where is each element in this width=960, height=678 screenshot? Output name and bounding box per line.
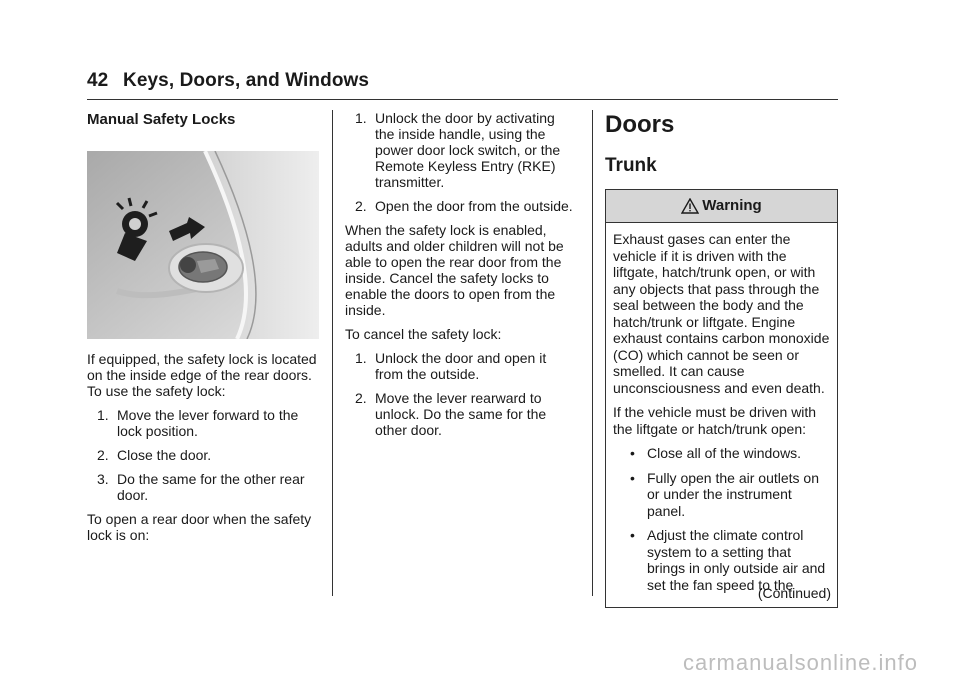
intro-text: If equipped, the safety lock is located on the inside edge of the rear doors. To use the safety lock: <box>87 351 317 399</box>
lock-lever <box>169 244 243 292</box>
page-section-title: Doors <box>605 111 675 138</box>
watermark: carmanualsonline.info <box>682 650 918 675</box>
column-divider <box>332 110 333 596</box>
warning-header <box>606 190 837 223</box>
warning-paragraph: If the vehicle must be driven with the liftgate or hatch/trunk open: <box>613 404 817 437</box>
page-number: 42 <box>87 70 109 91</box>
step-item: 1. Move the lever forward to the lock position. <box>97 407 299 439</box>
column-divider <box>592 110 593 596</box>
header-rule <box>87 99 838 100</box>
warning-triangle-icon <box>681 198 699 214</box>
body-paragraph: To cancel the safety lock: <box>345 326 502 342</box>
column-2 <box>345 110 577 446</box>
warning-box <box>605 189 838 608</box>
step-item: 3. Do the same for the other rear door. <box>97 471 305 503</box>
step-item: 2. Open the door from the outside. <box>355 198 573 214</box>
column-3 <box>605 106 838 608</box>
section-heading: Manual Safety Locks <box>87 111 236 128</box>
column-1 <box>87 106 322 551</box>
warning-bullet: • Close all of the windows. <box>630 445 802 461</box>
warning-bullet: • Fully open the air outlets on or under the instrument panel. <box>630 469 819 519</box>
step-item: 1. Unlock the door and open it from the outside. <box>355 350 547 382</box>
subsection-title: Trunk <box>605 155 657 176</box>
page-header <box>87 70 369 92</box>
section-title: Keys, Doors, and Windows <box>123 70 370 91</box>
step-item: 2. Move the lever rearward to unlock. Do the same for the other door. <box>355 390 547 438</box>
step-item: 1. Unlock the door by activating the inside handle, using the power door lock switch, or the Remote Keyless Entry (RKE) transmitter. <box>355 110 561 190</box>
warning-body <box>606 223 837 593</box>
warning-bullet: • Adjust the climate control system to a setting that brings in only outside air and set the fan speed to the <box>630 527 826 593</box>
safety-lock-illustration <box>87 151 319 339</box>
warning-label: Warning <box>702 197 762 214</box>
body-paragraph: When the safety lock is enabled, adults and older children will not be able to open the rear door from the inside. Cancel the safety locks to enable the doors to open from the inside. <box>345 222 564 318</box>
step-item: 2. Close the door. <box>97 447 212 463</box>
continued-label: (Continued) <box>757 585 831 601</box>
warning-paragraph: Exhaust gases can enter the vehicle if it is driven with the liftgate, hatch/trunk open, or with any objects that pass through the seal between the body and the hatch/trunk or liftgate. Engine exhaust contains carbon monoxide (CO) which cannot be seen or smelled. It can cause unconsciousness and even death. <box>613 231 830 396</box>
outro-text: To open a rear door when the safety lock is on: <box>87 511 312 543</box>
